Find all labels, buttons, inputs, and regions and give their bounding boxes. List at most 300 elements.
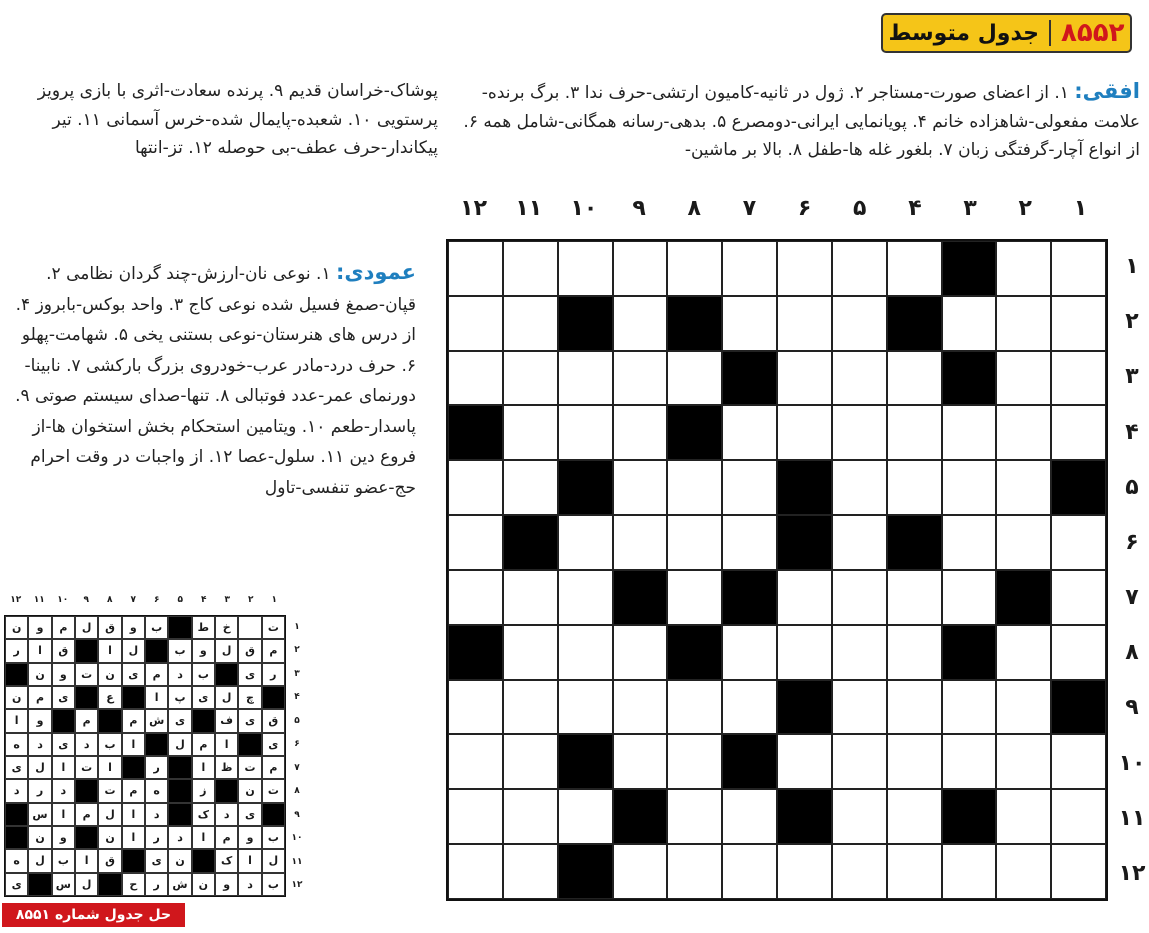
- grid-cell[interactable]: [832, 460, 887, 515]
- grid-cell[interactable]: [832, 405, 887, 460]
- solution-cell-black: [262, 686, 285, 709]
- grid-cell[interactable]: [722, 241, 777, 296]
- solution-cell: د: [75, 733, 98, 756]
- row-number: ۶: [1125, 529, 1139, 555]
- puzzle-title: جدول متوسط: [888, 20, 1040, 46]
- solution-row-number: ۱: [294, 621, 300, 632]
- grid-cell-black: [1051, 460, 1106, 515]
- grid-cell[interactable]: [1051, 625, 1106, 680]
- solution-cell: خ: [215, 616, 238, 639]
- grid-cell[interactable]: [667, 680, 722, 735]
- grid-cell[interactable]: [667, 351, 722, 406]
- solution-cell: ا: [75, 849, 98, 872]
- solution-cell: ا: [192, 826, 215, 849]
- solution-cell: ر: [145, 826, 168, 849]
- solution-cell: ل: [75, 616, 98, 639]
- grid-cell[interactable]: [887, 241, 942, 296]
- row-number: ۱۰: [1118, 750, 1146, 776]
- solution-cell: ع: [98, 686, 121, 709]
- grid-cell[interactable]: [887, 680, 942, 735]
- column-number: ۱۲: [460, 196, 488, 221]
- solution-cell: ظ: [215, 756, 238, 779]
- solution-cell: و: [192, 639, 215, 662]
- grid-cell[interactable]: [558, 570, 613, 625]
- solution-cell: ب: [192, 663, 215, 686]
- solution-column-numbers: [2, 593, 286, 611]
- column-number: ۶: [797, 196, 812, 221]
- solution-cell: ه: [5, 849, 28, 872]
- grid-cell[interactable]: [1051, 351, 1106, 406]
- solution-cell-black: [215, 779, 238, 802]
- grid-cell[interactable]: [777, 241, 832, 296]
- grid-cell[interactable]: [777, 296, 832, 351]
- solution-cell-black: [75, 826, 98, 849]
- solution-cell: ا: [98, 639, 121, 662]
- grid-cell[interactable]: [996, 405, 1051, 460]
- solution-cell-black: [168, 756, 191, 779]
- solution-cell: ن: [98, 826, 121, 849]
- solution-cell: ب: [262, 873, 285, 896]
- solution-cell: ا: [5, 709, 28, 732]
- solution-cell: ی: [238, 803, 261, 826]
- row-number: ۲: [1125, 309, 1139, 335]
- solution-cell: ی: [238, 663, 261, 686]
- solution-cell: ب: [262, 826, 285, 849]
- solution-cell-black: [168, 616, 191, 639]
- grid-cell-black: [667, 405, 722, 460]
- grid-cell[interactable]: [613, 296, 668, 351]
- grid-cell-black: [1051, 680, 1106, 735]
- solution-cell: پ: [168, 686, 191, 709]
- grid-cell[interactable]: [777, 625, 832, 680]
- horizontal-clues-continued: پوشاک-خراسان قدیم ۹. پرنده سعادت-اثری با بازی پرویز پرستویی ۱۰. شعبده-پایمال شده-خرس آسمانی ۱۱. تیر پیکاندار-حرف عطف-بی حوصله ۱۲. تز-انتها: [37, 81, 438, 158]
- solution-cell: ز: [192, 779, 215, 802]
- grid-cell[interactable]: [1051, 296, 1106, 351]
- column-number: ۷: [742, 196, 757, 221]
- solution-cell: د: [168, 663, 191, 686]
- grid-cell[interactable]: [503, 460, 558, 515]
- solution-cell: ب: [168, 639, 191, 662]
- solution-cell: ن: [238, 779, 261, 802]
- solution-cell: و: [122, 616, 145, 639]
- grid-cell[interactable]: [503, 789, 558, 844]
- grid-cell[interactable]: [1051, 515, 1106, 570]
- grid-cell[interactable]: [996, 680, 1051, 735]
- grid-cell[interactable]: [722, 844, 777, 899]
- solution-cell-black: [5, 663, 28, 686]
- grid-cell[interactable]: [558, 515, 613, 570]
- grid-cell[interactable]: [613, 241, 668, 296]
- grid-cell[interactable]: [832, 734, 887, 789]
- solution-row-number: ۳: [294, 668, 300, 679]
- grid-cell[interactable]: [448, 570, 503, 625]
- solution-cell-black: [75, 639, 98, 662]
- grid-cell-black: [613, 570, 668, 625]
- solution-cell: ن: [28, 663, 51, 686]
- grid-cell[interactable]: [667, 460, 722, 515]
- solution-cell: ل: [28, 849, 51, 872]
- solution-cell: ا: [145, 686, 168, 709]
- vertical-clues-text: ۱. نوعی نان-ارزش-چند گردان نظامی ۲. قپان-صمغ فسیل شده نوعی کاج ۳. واحد بوکس-بابروز ۴. از درس های هنرستان-نوعی بستنی یخی ۵. شهامت-پهلو ۶. حرف درد-مادر عرب-خودروی بزرگ بارکشی ۷. نابینا-دورنمای عمر-عدد فوتبالی ۸. تنها-صدای سیستم صوتی ۹. پاسدار-طعم ۱۰. ویتامین استحکام بخش استخوان ها-از فروع دین ۱۱. سلول-عصا ۱۲. از واجبات در وقت احرام حج-عضو تنفسی-تاول: [15, 264, 416, 498]
- grid-cell[interactable]: [832, 844, 887, 899]
- solution-cell: ی: [168, 709, 191, 732]
- grid-cell[interactable]: [448, 296, 503, 351]
- grid-cell-black: [448, 405, 503, 460]
- grid-cell-black: [942, 789, 997, 844]
- grid-cell-black: [942, 625, 997, 680]
- solution-cell-black: [168, 803, 191, 826]
- solution-cell: م: [145, 663, 168, 686]
- solution-cell: ن: [98, 663, 121, 686]
- grid-cell[interactable]: [613, 734, 668, 789]
- grid-cell[interactable]: [832, 625, 887, 680]
- solution-row-number: ۱۱: [291, 856, 303, 867]
- solution-cell: ی: [122, 663, 145, 686]
- solution-cell: و: [28, 709, 51, 732]
- solution-cell-black: [168, 779, 191, 802]
- grid-cell[interactable]: [1051, 789, 1106, 844]
- grid-cell[interactable]: [558, 625, 613, 680]
- grid-cell[interactable]: [942, 460, 997, 515]
- grid-cell[interactable]: [832, 296, 887, 351]
- grid-cell[interactable]: [942, 844, 997, 899]
- solution-cell-black: [192, 849, 215, 872]
- solution-cell: ا: [192, 756, 215, 779]
- grid-cell[interactable]: [613, 680, 668, 735]
- solution-row-number: ۹: [294, 809, 300, 820]
- grid-cell[interactable]: [942, 296, 997, 351]
- solution-cell: د: [145, 803, 168, 826]
- solution-cell: ش: [168, 873, 191, 896]
- solution-column-number: ۴: [201, 595, 207, 605]
- solution-cell: ن: [168, 849, 191, 872]
- grid-cell[interactable]: [448, 351, 503, 406]
- solution-cell: ا: [122, 733, 145, 756]
- grid-cell[interactable]: [887, 789, 942, 844]
- solution-cell: م: [215, 826, 238, 849]
- grid-cell[interactable]: [613, 405, 668, 460]
- solution-cell-black: [122, 756, 145, 779]
- grid-cell[interactable]: [722, 625, 777, 680]
- solution-column-number: ۳: [224, 595, 230, 605]
- solution-cell: د: [28, 733, 51, 756]
- solution-row-number: ۲: [294, 645, 300, 656]
- grid-cell-black: [887, 296, 942, 351]
- grid-cell[interactable]: [777, 844, 832, 899]
- grid-cell[interactable]: [448, 789, 503, 844]
- solution-cell: ق: [98, 849, 121, 872]
- solution-cell: و: [28, 616, 51, 639]
- grid-cell[interactable]: [613, 625, 668, 680]
- grid-cell[interactable]: [996, 734, 1051, 789]
- grid-cell[interactable]: [613, 460, 668, 515]
- grid-cell[interactable]: [503, 844, 558, 899]
- column-number: ۱۰: [570, 196, 598, 221]
- horizontal-clues-heading: افقی:: [1074, 79, 1140, 103]
- solution-cell: ل: [75, 873, 98, 896]
- grid-cell[interactable]: [942, 734, 997, 789]
- solution-column-number: ۱: [271, 595, 277, 605]
- grid-cell[interactable]: [448, 460, 503, 515]
- grid-cell[interactable]: [558, 405, 613, 460]
- solution-cell: ک: [215, 849, 238, 872]
- row-number: ۱۱: [1118, 805, 1146, 831]
- grid-cell[interactable]: [667, 241, 722, 296]
- solution-row-number: ۵: [294, 715, 300, 726]
- grid-cell[interactable]: [722, 515, 777, 570]
- solution-cell: ق: [262, 709, 285, 732]
- grid-cell[interactable]: [613, 515, 668, 570]
- solution-cell: م: [262, 756, 285, 779]
- solution-cell: ه: [145, 779, 168, 802]
- grid-cell[interactable]: [1051, 241, 1106, 296]
- grid-cell[interactable]: [503, 241, 558, 296]
- solution-row-number: ۱۲: [291, 880, 303, 891]
- row-number: ۵: [1125, 474, 1139, 500]
- grid-cell[interactable]: [832, 680, 887, 735]
- grid-cell[interactable]: [996, 241, 1051, 296]
- solution-cell-black: [5, 803, 28, 826]
- solution-cell: ت: [262, 779, 285, 802]
- grid-cell-black: [722, 570, 777, 625]
- grid-cell[interactable]: [942, 515, 997, 570]
- solution-column-number: ۱۲: [10, 595, 22, 605]
- grid-cell-black: [887, 515, 942, 570]
- grid-cell[interactable]: [1051, 734, 1106, 789]
- crossword-grid: [446, 239, 1108, 901]
- grid-cell[interactable]: [722, 405, 777, 460]
- vertical-clues-heading: عمودی:: [335, 260, 416, 284]
- grid-cell[interactable]: [832, 515, 887, 570]
- grid-cell[interactable]: [613, 844, 668, 899]
- grid-cell-black: [558, 460, 613, 515]
- grid-cell[interactable]: [777, 570, 832, 625]
- grid-cell[interactable]: [722, 460, 777, 515]
- grid-cell[interactable]: [777, 351, 832, 406]
- puzzle-title-banner: [881, 13, 1132, 53]
- grid-cell[interactable]: [558, 789, 613, 844]
- solution-cell: ق: [52, 639, 75, 662]
- solution-cell: ف: [215, 709, 238, 732]
- solution-cell: د: [52, 779, 75, 802]
- grid-cell-black: [777, 789, 832, 844]
- grid-cell[interactable]: [503, 405, 558, 460]
- solution-cell-black: [98, 709, 121, 732]
- grid-cell[interactable]: [887, 734, 942, 789]
- grid-cell[interactable]: [503, 680, 558, 735]
- grid-cell[interactable]: [667, 570, 722, 625]
- grid-cell[interactable]: [503, 351, 558, 406]
- solution-cell: و: [215, 873, 238, 896]
- solution-cell: ت: [238, 756, 261, 779]
- solution-column-number: ۷: [130, 595, 136, 605]
- solution-cell: ی: [52, 686, 75, 709]
- grid-cell[interactable]: [996, 625, 1051, 680]
- horizontal-clues-right: [455, 77, 1140, 165]
- grid-cell[interactable]: [996, 460, 1051, 515]
- solution-cell: ر: [262, 663, 285, 686]
- grid-cell-black: [777, 515, 832, 570]
- solution-cell-black: [98, 873, 121, 896]
- solution-cell: [238, 616, 261, 639]
- grid-cell-black: [667, 296, 722, 351]
- row-number: ۱۲: [1118, 860, 1146, 886]
- grid-cell[interactable]: [887, 625, 942, 680]
- solution-cell: ه: [5, 733, 28, 756]
- grid-cell[interactable]: [558, 680, 613, 735]
- grid-cell[interactable]: [777, 734, 832, 789]
- grid-cell[interactable]: [777, 405, 832, 460]
- solution-column-number: ۱۱: [33, 595, 45, 605]
- solution-cell: ی: [192, 686, 215, 709]
- grid-cell[interactable]: [667, 515, 722, 570]
- grid-cell[interactable]: [942, 405, 997, 460]
- solution-cell: و: [52, 663, 75, 686]
- grid-cell[interactable]: [503, 734, 558, 789]
- grid-cell[interactable]: [832, 789, 887, 844]
- solution-cell: د: [168, 826, 191, 849]
- solution-row-numbers: [288, 615, 306, 897]
- solution-cell: م: [75, 709, 98, 732]
- solution-cell-black: [192, 709, 215, 732]
- horizontal-clues-text: ۱. از اعضای صورت-مستاجر ۲. ژول در ثانیه-کامیون ارتشی-حرف ندا ۳. برگ برنده-علامت مفعولی-شاهزاده خانم ۴. پویانمایی ایرانی-دومصرع ۵. بدهی-رسانه همگانی-شامل همه ۶. از انواع آچار-گرفتگی زبان ۷. بلغور غله ها-طفل ۸. بالا بر ماشین-: [463, 83, 1140, 160]
- solution-cell: ن: [5, 686, 28, 709]
- solution-cell-black: [75, 686, 98, 709]
- solution-cell: ت: [75, 756, 98, 779]
- solution-cell: ل: [98, 803, 121, 826]
- grid-cell[interactable]: [667, 844, 722, 899]
- solution-cell: ل: [215, 686, 238, 709]
- solution-cell-black: [75, 779, 98, 802]
- solution-cell: ا: [122, 826, 145, 849]
- grid-cell[interactable]: [887, 844, 942, 899]
- grid-cell-black: [558, 296, 613, 351]
- solution-cell: ت: [262, 616, 285, 639]
- grid-cell[interactable]: [448, 515, 503, 570]
- grid-cell[interactable]: [832, 570, 887, 625]
- grid-cell[interactable]: [448, 844, 503, 899]
- grid-cell[interactable]: [996, 351, 1051, 406]
- row-number: ۳: [1125, 364, 1139, 390]
- grid-cell-black: [558, 734, 613, 789]
- grid-cell[interactable]: [996, 844, 1051, 899]
- grid-cell[interactable]: [613, 351, 668, 406]
- solution-cell: ی: [5, 873, 28, 896]
- solution-cell: ا: [28, 639, 51, 662]
- solution-cell: ت: [75, 663, 98, 686]
- solution-cell: ل: [28, 756, 51, 779]
- grid-cell[interactable]: [1051, 844, 1106, 899]
- solution-cell: ل: [122, 639, 145, 662]
- solution-row-number: ۶: [294, 739, 300, 750]
- solution-row-number: ۱۰: [291, 833, 303, 844]
- solution-column-number: ۸: [107, 595, 113, 605]
- grid-cell[interactable]: [996, 296, 1051, 351]
- grid-cell-black: [558, 844, 613, 899]
- solution-cell: ی: [5, 756, 28, 779]
- solution-cell: ل: [262, 849, 285, 872]
- grid-cell-black: [722, 734, 777, 789]
- grid-cell[interactable]: [667, 789, 722, 844]
- solution-column-number: ۱۰: [57, 595, 69, 605]
- grid-cell-black: [448, 625, 503, 680]
- grid-cell[interactable]: [448, 241, 503, 296]
- grid-cell[interactable]: [503, 625, 558, 680]
- grid-cell-black: [667, 625, 722, 680]
- grid-cell[interactable]: [503, 570, 558, 625]
- grid-cell[interactable]: [887, 351, 942, 406]
- solution-row-number: ۷: [294, 762, 300, 773]
- solution-row-number: ۸: [294, 786, 300, 797]
- column-number: ۴: [908, 196, 922, 221]
- solution-cell: ا: [52, 803, 75, 826]
- solution-cell-black: [5, 826, 28, 849]
- solution-cell-black: [122, 686, 145, 709]
- solution-cell: س: [28, 803, 51, 826]
- grid-cell[interactable]: [832, 351, 887, 406]
- solution-cell: ب: [52, 849, 75, 872]
- grid-cell[interactable]: [996, 515, 1051, 570]
- grid-cell[interactable]: [887, 570, 942, 625]
- previous-solution: [2, 593, 303, 901]
- grid-cell[interactable]: [667, 734, 722, 789]
- solution-cell: م: [122, 779, 145, 802]
- grid-cell-black: [503, 515, 558, 570]
- grid-cell[interactable]: [722, 296, 777, 351]
- solution-cell: م: [75, 803, 98, 826]
- solution-cell: ی: [145, 849, 168, 872]
- grid-cell-black: [942, 241, 997, 296]
- row-number: ۹: [1125, 695, 1139, 721]
- solution-cell: ب: [98, 733, 121, 756]
- grid-cell[interactable]: [558, 241, 613, 296]
- puzzle-number: ۸۵۵۲: [1061, 18, 1125, 48]
- grid-cell[interactable]: [996, 789, 1051, 844]
- column-number: ۸: [687, 196, 701, 221]
- solution-cell-black: [145, 733, 168, 756]
- grid-cell[interactable]: [722, 680, 777, 735]
- solution-row-number: ۴: [294, 692, 300, 703]
- grid-cell[interactable]: [942, 570, 997, 625]
- grid-cell[interactable]: [1051, 570, 1106, 625]
- grid-cell[interactable]: [887, 460, 942, 515]
- grid-cell[interactable]: [887, 405, 942, 460]
- grid-cell[interactable]: [942, 680, 997, 735]
- grid-cell[interactable]: [722, 789, 777, 844]
- grid-cell[interactable]: [448, 734, 503, 789]
- row-number: ۷: [1125, 585, 1139, 611]
- grid-cell[interactable]: [1051, 405, 1106, 460]
- grid-cell[interactable]: [558, 351, 613, 406]
- grid-cell[interactable]: [503, 296, 558, 351]
- grid-cell-black: [777, 680, 832, 735]
- solution-cell: ش: [145, 709, 168, 732]
- grid-cell-black: [942, 351, 997, 406]
- grid-cell[interactable]: [448, 680, 503, 735]
- column-number: ۳: [963, 196, 977, 221]
- row-numbers: [1112, 239, 1149, 901]
- solution-cell: ل: [168, 733, 191, 756]
- solution-grid: [4, 615, 286, 897]
- vertical-clues: [4, 257, 416, 503]
- solution-cell: چ: [238, 686, 261, 709]
- solution-cell: د: [215, 803, 238, 826]
- solution-cell: ر: [28, 779, 51, 802]
- solution-cell: ک: [192, 803, 215, 826]
- solution-cell: د: [5, 779, 28, 802]
- solution-cell: ل: [215, 639, 238, 662]
- grid-cell[interactable]: [832, 241, 887, 296]
